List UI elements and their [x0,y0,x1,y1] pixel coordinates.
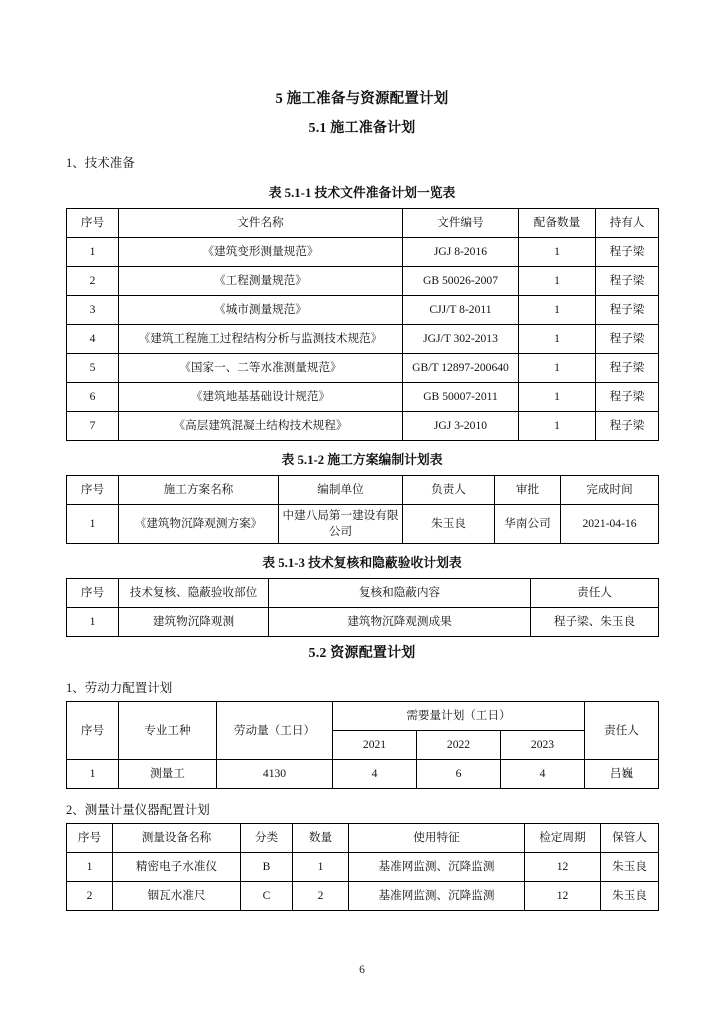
cell-demand-2023: 4 [501,760,585,789]
cell-index: 7 [67,412,119,441]
table-row [67,325,659,354]
cell-doc-code: CJJ/T 8-2011 [403,296,519,325]
cell-category: B [241,853,293,882]
cell-quantity: 2 [293,882,349,911]
column-header-review-part: 技术复核、隐蔽验收部位 [119,579,269,608]
cell-quantity: 1 [519,383,596,412]
column-header-index: 序号 [67,702,119,760]
column-header-doc-code: 文件编号 [403,209,519,238]
column-header-quantity: 配备数量 [519,209,596,238]
table-row [67,760,659,789]
column-header-year-2023: 2023 [501,731,585,760]
cell-quantity: 1 [519,325,596,354]
section-heading-5-2: 5.2 资源配置计划 [308,646,416,661]
cell-holder: 程子梁 [596,238,659,267]
cell-doc-name: 《工程测量规范》 [119,267,403,296]
column-header-owner: 负责人 [403,476,495,505]
cell-index: 1 [67,505,119,544]
cell-demand-2021: 4 [333,760,417,789]
cell-doc-name: 《建筑地基基础设计规范》 [119,383,403,412]
cell-doc-name: 《高层建筑混凝土结构技术规程》 [119,412,403,441]
cell-review-part: 建筑物沉降观测 [119,608,269,637]
cell-holder: 程子梁 [596,325,659,354]
cell-owner: 朱玉良 [403,505,495,544]
column-header-custodian: 保管人 [601,824,659,853]
column-header-approval: 审批 [495,476,561,505]
column-header-category: 分类 [241,824,293,853]
cell-quantity: 1 [519,267,596,296]
cell-quantity: 1 [519,238,596,267]
column-header-scheme-name: 施工方案名称 [119,476,279,505]
table-header-row-primary [67,702,659,731]
table-technical-documents [66,208,659,441]
table-row [67,354,659,383]
table-construction-scheme-plan [66,475,659,544]
cell-holder: 程子梁 [596,383,659,412]
table-row [67,608,659,637]
cell-holder: 程子梁 [596,296,659,325]
cell-doc-code: GB 50026-2007 [403,267,519,296]
cell-custodian: 朱玉良 [601,882,659,911]
cell-index: 2 [67,882,113,911]
table-row [67,383,659,412]
cell-unit: 中建八局第一建设有限公司 [279,505,403,544]
page-title: 5 施工准备与资源配置计划 [275,91,449,107]
cell-calibration-cycle: 12 [525,853,601,882]
cell-doc-code: JGJ 8-2016 [403,238,519,267]
paragraph-technical-preparation: 1、技术准备 [66,156,135,170]
cell-index: 1 [67,853,113,882]
table-header-row [67,476,659,505]
cell-review-content: 建筑物沉降观测成果 [269,608,531,637]
cell-demand-2022: 6 [417,760,501,789]
cell-doc-code: JGJ/T 302-2013 [403,325,519,354]
cell-doc-name: 《国家一、二等水准测量规范》 [119,354,403,383]
table-row [67,505,659,544]
paragraph-instrument-plan: 2、测量计量仪器配置计划 [66,803,210,817]
table-row [67,853,659,882]
cell-index: 1 [67,608,119,637]
cell-responsible: 吕巍 [585,760,659,789]
cell-doc-name: 《建筑工程施工过程结构分析与监测技术规范》 [119,325,403,354]
cell-index: 6 [67,383,119,412]
table-header-row [67,579,659,608]
column-header-usage: 使用特征 [349,824,525,853]
cell-finish-date: 2021-04-16 [561,505,659,544]
column-header-doc-name: 文件名称 [119,209,403,238]
cell-index: 5 [67,354,119,383]
section-heading-5-1: 5.1 施工准备计划 [308,121,416,136]
column-header-review-content: 复核和隐蔽内容 [269,579,531,608]
table-labor-allocation-plan [66,701,659,789]
cell-usage: 基准网监测、沉降监测 [349,853,525,882]
cell-quantity: 1 [519,412,596,441]
column-header-index: 序号 [67,579,119,608]
column-header-equipment-name: 测量设备名称 [113,824,241,853]
caption-table-5-1-3: 表 5.1-3 技术复核和隐蔽验收计划表 [262,556,462,570]
column-header-index: 序号 [67,824,113,853]
column-header-holder: 持有人 [596,209,659,238]
cell-equipment-name: 精密电子水准仪 [113,853,241,882]
caption-table-5-1-1: 表 5.1-1 技术文件准备计划一览表 [268,186,456,200]
table-row [67,267,659,296]
column-header-responsible: 责任人 [585,702,659,760]
cell-holder: 程子梁 [596,267,659,296]
page-content [66,86,658,913]
cell-approval: 华南公司 [495,505,561,544]
cell-index: 1 [67,238,119,267]
cell-index: 3 [67,296,119,325]
column-header-year-2022: 2022 [417,731,501,760]
cell-quantity: 1 [293,853,349,882]
cell-index: 4 [67,325,119,354]
column-header-index: 序号 [67,209,119,238]
caption-table-5-1-2: 表 5.1-2 施工方案编制计划表 [281,453,443,467]
cell-doc-name: 《城市测量规范》 [119,296,403,325]
cell-calibration-cycle: 12 [525,882,601,911]
table-row [67,296,659,325]
table-row [67,238,659,267]
cell-equipment-name: 铟瓦水准尺 [113,882,241,911]
cell-category: C [241,882,293,911]
column-header-demand-plan: 需要量计划（工日） [333,702,585,731]
column-header-trade: 专业工种 [119,702,217,760]
column-header-labor-amount: 劳动量（工日） [217,702,333,760]
cell-responsible: 程子梁、朱玉良 [531,608,659,637]
cell-holder: 程子梁 [596,354,659,383]
cell-labor-amount: 4130 [217,760,333,789]
cell-doc-code: JGJ 3-2010 [403,412,519,441]
cell-quantity: 1 [519,354,596,383]
page-number-footer: 6 [359,964,365,976]
table-measuring-instrument-plan [66,823,659,911]
cell-doc-name: 《建筑变形测量规范》 [119,238,403,267]
column-header-year-2021: 2021 [333,731,417,760]
cell-index: 2 [67,267,119,296]
column-header-unit: 编制单位 [279,476,403,505]
cell-custodian: 朱玉良 [601,853,659,882]
cell-holder: 程子梁 [596,412,659,441]
table-header-row [67,209,659,238]
column-header-finish-date: 完成时间 [561,476,659,505]
cell-doc-code: GB 50007-2011 [403,383,519,412]
table-header-row [67,824,659,853]
column-header-responsible: 责任人 [531,579,659,608]
column-header-quantity: 数量 [293,824,349,853]
cell-trade: 测量工 [119,760,217,789]
cell-doc-code: GB/T 12897-200640 [403,354,519,383]
cell-quantity: 1 [519,296,596,325]
table-row [67,882,659,911]
cell-scheme-name: 《建筑物沉降观测方案》 [119,505,279,544]
paragraph-labor-plan: 1、劳动力配置计划 [66,681,173,695]
cell-usage: 基准网监测、沉降监测 [349,882,525,911]
table-row [67,412,659,441]
column-header-calibration-cycle: 检定周期 [525,824,601,853]
cell-index: 1 [67,760,119,789]
column-header-index: 序号 [67,476,119,505]
table-technical-review-plan [66,578,659,637]
